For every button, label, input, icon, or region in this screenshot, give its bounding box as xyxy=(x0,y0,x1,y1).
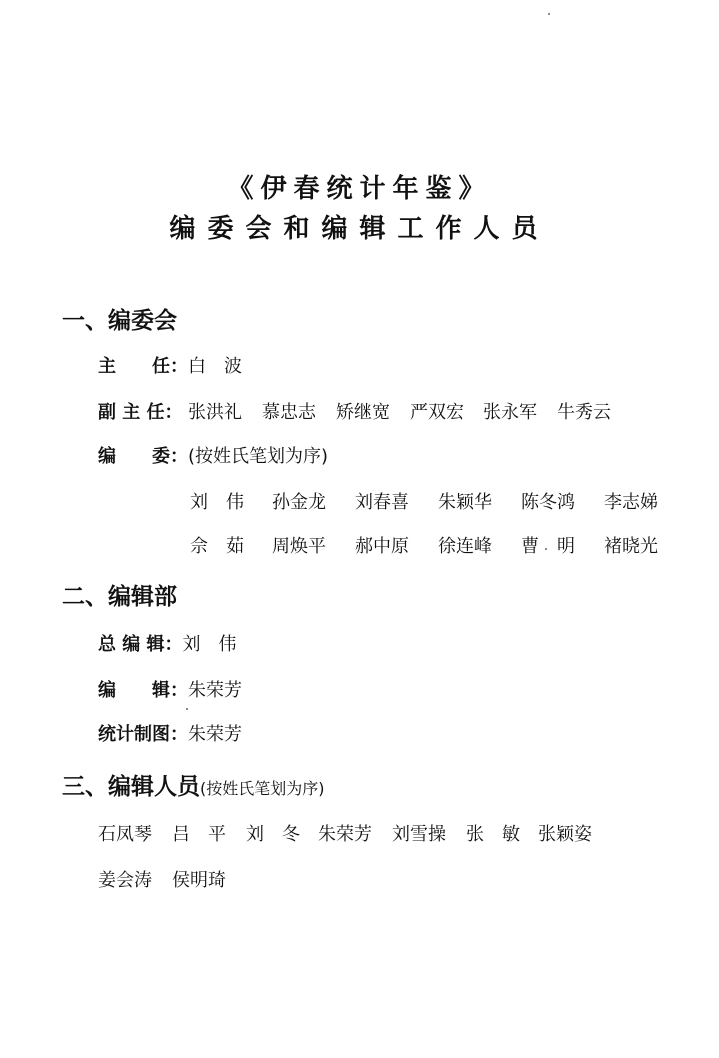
member-name: 陈冬鸿 xyxy=(521,492,575,513)
chief-editor-name: 刘 伟 xyxy=(182,634,237,655)
section-heading-editorial: 二、编辑部 xyxy=(62,584,177,610)
member-name: 曹 明 xyxy=(521,536,575,557)
director-name: 白 波 xyxy=(188,356,242,377)
staff-note: (按姓氏笔划为序) xyxy=(200,779,325,798)
chief-editor-row xyxy=(98,630,237,656)
deputy-name: 矫继宽 xyxy=(336,402,390,423)
chief-editor-label: 总 编 辑： xyxy=(98,634,183,655)
staff-name: 朱荣芳 xyxy=(318,824,372,845)
staff-name: 刘雪操 xyxy=(392,824,446,845)
members-row xyxy=(98,442,328,468)
member-name: 孙金龙 xyxy=(272,492,326,513)
member-name: 李志娣 xyxy=(604,492,658,513)
member-name: 佘 茹 xyxy=(190,536,244,557)
deputy-name: 张永军 xyxy=(483,402,537,423)
member-name: 郝中原 xyxy=(355,536,409,557)
staff-name: 刘 冬 xyxy=(246,824,300,845)
section-heading-staff: 三、编辑人员 xyxy=(62,774,200,800)
staff-name: 侯明琦 xyxy=(172,870,226,891)
deputy-row xyxy=(98,398,183,424)
members-label: 编 委： xyxy=(98,446,188,467)
editor-name: 朱荣芳 xyxy=(188,680,242,701)
editor-label: 编 辑： xyxy=(98,680,188,701)
scan-speck xyxy=(186,708,188,710)
director-label: 主 任： xyxy=(98,356,188,377)
member-name: 徐连峰 xyxy=(438,536,492,557)
page-subtitle: 编委会和编辑工作人员 xyxy=(169,214,550,244)
member-name: 刘 伟 xyxy=(190,492,244,513)
staff-name: 吕 平 xyxy=(172,824,226,845)
member-name: 刘春喜 xyxy=(355,492,409,513)
member-name: 褚晓光 xyxy=(604,536,658,557)
deputy-name: 牛秀云 xyxy=(557,402,611,423)
deputy-name: 严双宏 xyxy=(410,402,464,423)
charting-label: 统计制图： xyxy=(98,724,188,745)
staff-name: 张颖姿 xyxy=(538,824,592,845)
editor-row xyxy=(98,676,242,702)
deputy-name: 慕忠志 xyxy=(262,402,316,423)
section-heading-committee: 一、编委会 xyxy=(62,308,177,334)
deputy-name: 张洪礼 xyxy=(188,402,242,423)
staff-name: 张 敏 xyxy=(466,824,520,845)
deputy-label: 副 主 任： xyxy=(98,402,183,423)
director-row xyxy=(98,352,242,378)
section-heading-staff-row xyxy=(62,768,325,801)
charting-name: 朱荣芳 xyxy=(188,724,242,745)
staff-name: 姜会涛 xyxy=(98,870,152,891)
charting-row xyxy=(98,720,242,746)
member-name: 朱颖华 xyxy=(438,492,492,513)
staff-name: 石凤琴 xyxy=(98,824,152,845)
scan-speck xyxy=(548,13,550,15)
page-title: 《伊春统计年鉴》 xyxy=(227,174,492,204)
member-name: 周焕平 xyxy=(272,536,326,557)
members-note: (按姓氏笔划为序) xyxy=(188,446,329,467)
